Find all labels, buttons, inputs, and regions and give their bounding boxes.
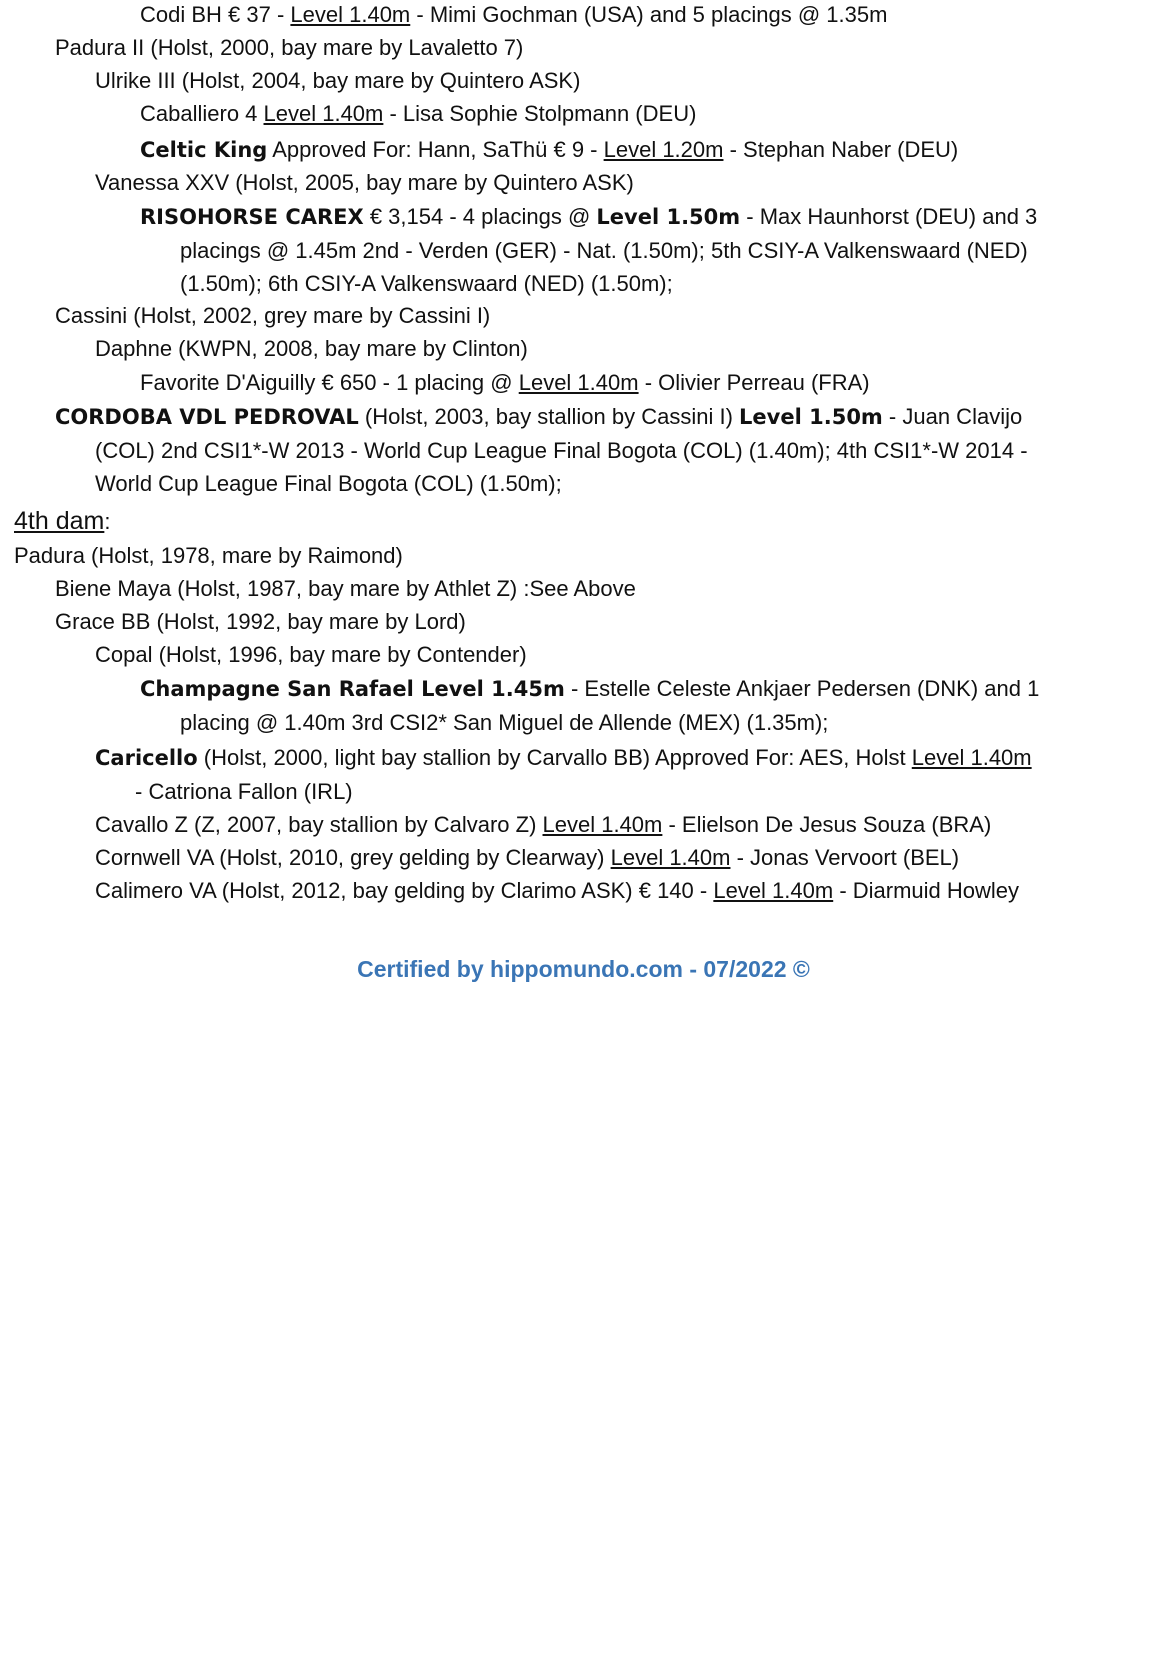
horse-name: RISOHORSE CAREX bbox=[140, 205, 364, 229]
horse-info: (Holst, 2000, light bay stallion by Carvallo BB) Approved For: AES, Holst bbox=[197, 745, 912, 770]
horse-name: Caricello bbox=[95, 746, 198, 770]
level-link[interactable]: Level 1.40m bbox=[518, 370, 639, 395]
entry-favorite-daiguilly bbox=[140, 366, 870, 400]
entry-cornwell-va bbox=[95, 841, 959, 875]
horse-info: € 3,154 - 4 placings @ bbox=[363, 204, 597, 229]
level-label: Level 1.50m bbox=[596, 205, 741, 229]
level-link[interactable]: Level 1.40m bbox=[911, 745, 1032, 770]
entry-cavallo-z bbox=[95, 808, 991, 842]
horse-info: € 37 - bbox=[221, 2, 291, 27]
section-heading-4th-dam bbox=[14, 503, 110, 540]
entry-risohorse-carex-cont2: (1.50m); 6th CSIY-A Valkenswaard (NED) (1.50m); bbox=[180, 271, 673, 296]
section-heading-label: 4th dam bbox=[14, 507, 105, 535]
horse-info: Approved For: Hann, SaThü € 9 - bbox=[267, 137, 604, 162]
horse-name: Codi BH bbox=[140, 2, 222, 27]
entry-cassini: Cassini (Holst, 2002, grey mare by Cassini I) bbox=[55, 303, 491, 328]
rider-info: - Diarmuid Howley bbox=[833, 878, 1020, 903]
entry-caricello-cont1: - Catriona Fallon (IRL) bbox=[135, 779, 353, 804]
entry-padura: Padura (Holst, 1978, mare by Raimond) bbox=[14, 543, 403, 568]
horse-name: Favorite D'Aiguilly € 650 - 1 placing @ bbox=[140, 370, 519, 395]
section-heading-colon: : bbox=[104, 509, 111, 534]
rider-info: - Elielson De Jesus Souza (BRA) bbox=[662, 812, 992, 837]
rider-info: - Stephan Naber (DEU) bbox=[723, 137, 959, 162]
level-label: Level 1.50m bbox=[739, 405, 883, 429]
entry-caricello bbox=[95, 741, 1032, 775]
entry-champagne-cont1: placing @ 1.40m 3rd CSI2* San Miguel de Allende (MEX) (1.35m); bbox=[180, 710, 829, 735]
level-link[interactable]: Level 1.40m bbox=[290, 2, 411, 27]
entry-padura-ii: Padura II (Holst, 2000, bay mare by Lavaletto 7) bbox=[55, 35, 524, 60]
entry-celtic-king bbox=[140, 133, 958, 167]
horse-info: (Holst, 2003, bay stallion by Cassini I) bbox=[358, 404, 740, 429]
rider-info: - Max Haunhorst (DEU) and 3 bbox=[740, 204, 1038, 229]
entry-daphne: Daphne (KWPN, 2008, bay mare by Clinton) bbox=[95, 336, 528, 361]
entry-cordoba-cont2: World Cup League Final Bogota (COL) (1.50m); bbox=[95, 471, 562, 496]
entry-biene-maya: Biene Maya (Holst, 1987, bay mare by Athlet Z) :See Above bbox=[55, 576, 636, 601]
level-link[interactable]: Level 1.40m bbox=[542, 812, 663, 837]
horse-name: Cornwell VA (Holst, 2010, grey gelding by Clearway) bbox=[95, 845, 611, 870]
entry-cordoba-vdl-pedroval bbox=[55, 400, 1022, 434]
entry-ulrike-iii: Ulrike III (Holst, 2004, bay mare by Quintero ASK) bbox=[95, 68, 581, 93]
entry-risohorse-carex bbox=[140, 200, 1037, 234]
rider-info: - Juan Clavijo bbox=[882, 404, 1023, 429]
horse-name: CORDOBA VDL PEDROVAL bbox=[55, 405, 359, 429]
entry-copal: Copal (Holst, 1996, bay mare by Contender) bbox=[95, 642, 527, 667]
horse-name: Caballiero 4 bbox=[140, 101, 264, 126]
horse-name: Cavallo Z (Z, 2007, bay stallion by Calvaro Z) bbox=[95, 812, 543, 837]
certification-footer: Certified by hippomundo.com - 07/2022 © bbox=[357, 956, 810, 982]
horse-name: Calimero VA (Holst, 2012, bay gelding by Clarimo ASK) € 140 - bbox=[95, 878, 714, 903]
level-link[interactable]: Level 1.40m bbox=[610, 845, 731, 870]
entry-cordoba-cont1: (COL) 2nd CSI1*-W 2013 - World Cup League Final Bogota (COL) (1.40m); 4th CSI1*-W 2014 - bbox=[95, 438, 1028, 463]
level-link[interactable]: Level 1.20m bbox=[603, 137, 724, 162]
rider-info: - Lisa Sophie Stolpmann (DEU) bbox=[383, 101, 697, 126]
entry-risohorse-carex-cont1: placings @ 1.45m 2nd - Verden (GER) - Nat. (1.50m); 5th CSIY-A Valkenswaard (NED) bbox=[180, 238, 1028, 263]
entry-codi-bh bbox=[140, 0, 887, 32]
rider-info: - Jonas Vervoort (BEL) bbox=[730, 845, 960, 870]
entry-champagne-san-rafael bbox=[140, 672, 1039, 706]
entry-grace-bb: Grace BB (Holst, 1992, bay mare by Lord) bbox=[55, 609, 466, 634]
entry-caballiero bbox=[140, 97, 696, 131]
horse-name: Champagne San Rafael Level 1.45m bbox=[140, 677, 565, 701]
horse-name: Celtic King bbox=[140, 138, 268, 162]
level-link[interactable]: Level 1.40m bbox=[263, 101, 384, 126]
entry-calimero-va bbox=[95, 874, 1019, 908]
level-link[interactable]: Level 1.40m bbox=[713, 878, 834, 903]
rider-info: - Estelle Celeste Ankjaer Pedersen (DNK) and 1 bbox=[564, 676, 1040, 701]
rider-info: - Mimi Gochman (USA) and 5 placings @ 1.35m bbox=[410, 2, 888, 27]
entry-vanessa-xxv: Vanessa XXV (Holst, 2005, bay mare by Quintero ASK) bbox=[95, 170, 634, 195]
rider-info: - Olivier Perreau (FRA) bbox=[638, 370, 870, 395]
